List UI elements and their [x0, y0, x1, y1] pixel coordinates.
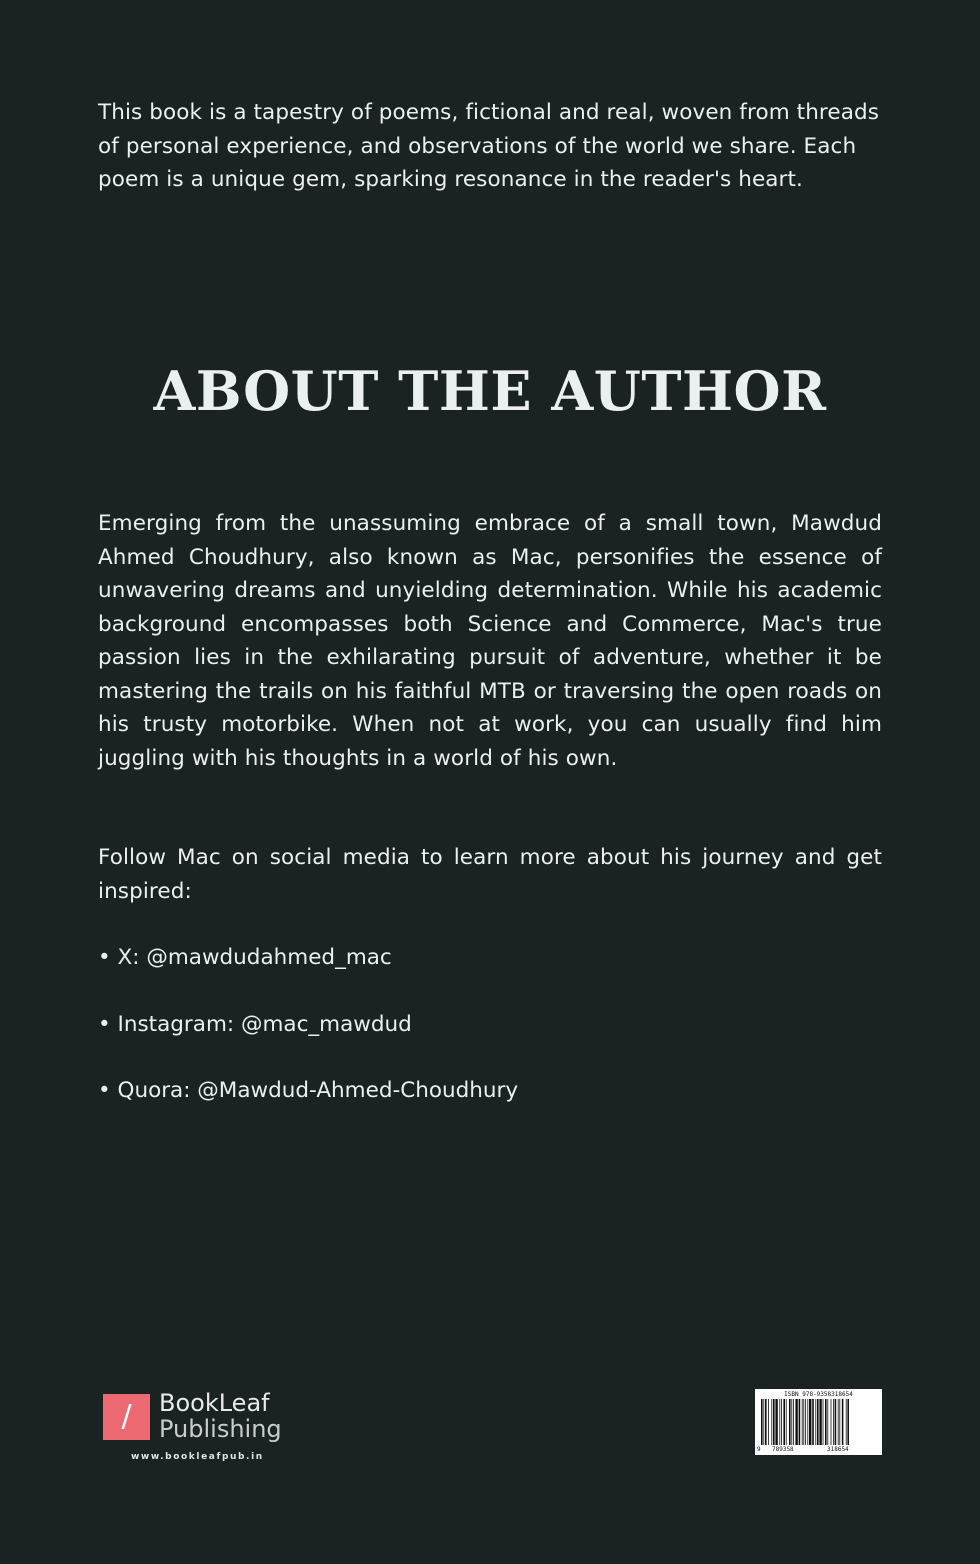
ean-digits-right: 318654	[827, 1446, 849, 1453]
publisher-url: www.bookleafpub.in	[131, 1452, 264, 1462]
publisher-name-line2: Publishing	[159, 1415, 282, 1443]
barcode-bars-icon	[761, 1399, 876, 1445]
social-x: • X: @mawdudahmed_mac	[98, 945, 392, 970]
publisher-name-line1: BookLeaf	[159, 1389, 270, 1417]
ean-digit-first: 9	[757, 1446, 761, 1453]
bookleaf-logo-icon	[103, 1394, 150, 1440]
about-author-heading: ABOUT THE AUTHOR	[153, 359, 827, 423]
social-instagram: • Instagram: @mac_mawdud	[98, 1012, 412, 1037]
social-quora: • Quora: @Mawdud-Ahmed-Choudhury	[98, 1078, 519, 1103]
logo-mark: /	[121, 1399, 132, 1434]
isbn-barcode	[755, 1389, 882, 1455]
ean-digits-left: 789358	[772, 1446, 794, 1453]
author-bio: Emerging from the unassuming embrace of a small town, Mawdud Ahmed Choudhury, also known as Mac, personifies the essence of unwavering dreams and unyielding determination. While his academic background encompasses both Science and Commerce, Mac's true passion lies in the exhilarating pursuit of adventure, whether it be mastering the trails on his faithful MTB or traversing the open roads on his trusty motorbike. When not at work, you can usually find him juggling with his thoughts in a world of his own.	[98, 511, 882, 771]
book-blurb: This book is a tapestry of poems, fictional and real, woven from threads of personal experience, and observations of the world we share. Each poem is a unique gem, sparking resonance in the reader's heart.	[98, 100, 880, 192]
isbn-label: ISBN 978-9358318654	[784, 1391, 853, 1398]
publisher-logo	[103, 1390, 303, 1470]
follow-prompt: Follow Mac on social media to learn more about his journey and get inspired:	[98, 845, 882, 904]
